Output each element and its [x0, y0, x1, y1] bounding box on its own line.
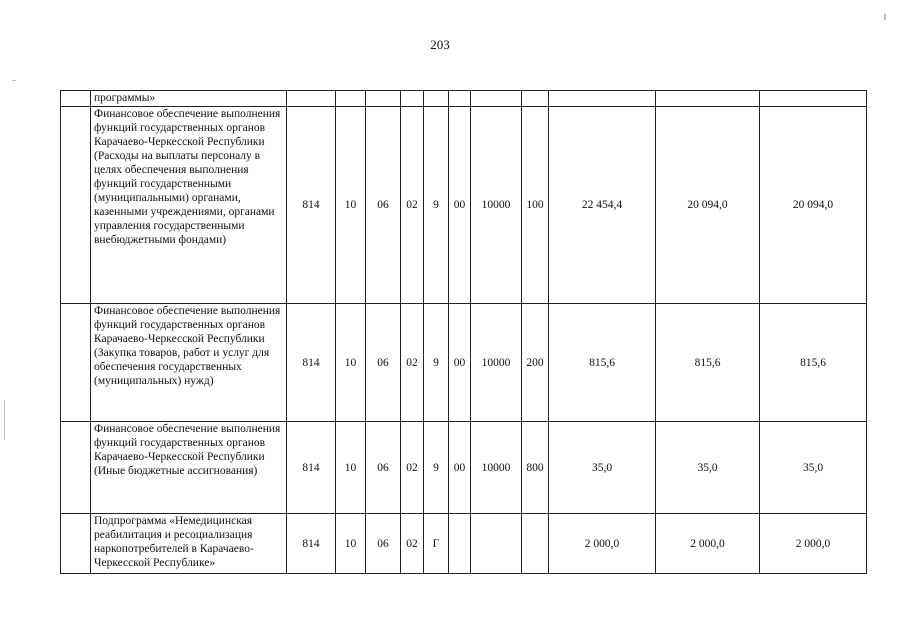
- amount-year3-cell: 35,0: [760, 422, 867, 514]
- row-name: Финансовое обеспечение выполнения функций государственных органов Карачаево-Черкесской Республики (Расходы на выплаты персоналу в целях обеспечения выполнения функций государственными (муниципальными) органами, казенными учреждениями, органами управления государственными внебюджетными фондами): [91, 107, 287, 304]
- scan-artifact: [12, 80, 16, 81]
- program-cell: 02: [401, 107, 424, 304]
- amount-year2-cell: 20 094,0: [656, 107, 760, 304]
- table-row: [61, 91, 867, 107]
- section-cell: 10: [336, 422, 366, 514]
- expense-type-cell: [522, 91, 549, 107]
- row-name: Финансовое обеспечение выполнения функций государственных органов Карачаево-Черкесской Республики (Иные бюджетные ассигнования): [91, 422, 287, 514]
- direction-cell: 10000: [471, 304, 522, 422]
- event-cell: 00: [449, 422, 471, 514]
- program-cell: 02: [401, 422, 424, 514]
- expense-type-cell: 800: [522, 422, 549, 514]
- amount-year2-cell: 35,0: [656, 422, 760, 514]
- program-cell: [401, 91, 424, 107]
- event-cell: 00: [449, 304, 471, 422]
- subsection-cell: [366, 91, 401, 107]
- subsection-cell: 06: [366, 107, 401, 304]
- expense-type-cell: 100: [522, 107, 549, 304]
- subprogram-cell: 9: [424, 107, 449, 304]
- amount-year1-cell: 815,6: [549, 304, 656, 422]
- amount-year3-cell: 815,6: [760, 304, 867, 422]
- empty-cell: [61, 514, 91, 574]
- amount-year1-cell: [549, 91, 656, 107]
- event-cell: [449, 514, 471, 574]
- expense-type-cell: 200: [522, 304, 549, 422]
- subsection-cell: 06: [366, 422, 401, 514]
- amount-year1-cell: 35,0: [549, 422, 656, 514]
- scan-artifact: [4, 400, 5, 440]
- empty-cell: [61, 107, 91, 304]
- empty-cell: [61, 422, 91, 514]
- budget-table: [60, 90, 867, 574]
- section-cell: 10: [336, 304, 366, 422]
- scan-artifact: [884, 14, 886, 20]
- table-row: [61, 514, 867, 574]
- amount-year2-cell: [656, 91, 760, 107]
- direction-cell: 10000: [471, 422, 522, 514]
- expense-type-cell: [522, 514, 549, 574]
- subprogram-cell: Г: [424, 514, 449, 574]
- amount-year1-cell: 22 454,4: [549, 107, 656, 304]
- amount-year3-cell: [760, 91, 867, 107]
- subprogram-cell: 9: [424, 304, 449, 422]
- program-cell: 02: [401, 304, 424, 422]
- event-cell: [449, 91, 471, 107]
- table-row: [61, 422, 867, 514]
- section-cell: 10: [336, 107, 366, 304]
- empty-cell: [61, 91, 91, 107]
- section-cell: 10: [336, 514, 366, 574]
- subprogram-cell: [424, 91, 449, 107]
- amount-year2-cell: 2 000,0: [656, 514, 760, 574]
- section-cell: [336, 91, 366, 107]
- subprogram-cell: 9: [424, 422, 449, 514]
- kbk-code-cell: [287, 91, 336, 107]
- program-cell: 02: [401, 514, 424, 574]
- table-row: [61, 107, 867, 304]
- amount-year1-cell: 2 000,0: [549, 514, 656, 574]
- row-name: программы»: [91, 91, 287, 107]
- table-row: [61, 304, 867, 422]
- page-number: 203: [430, 37, 450, 52]
- amount-year2-cell: 815,6: [656, 304, 760, 422]
- kbk-code-cell: 814: [287, 514, 336, 574]
- direction-cell: [471, 514, 522, 574]
- direction-cell: [471, 91, 522, 107]
- empty-cell: [61, 304, 91, 422]
- direction-cell: 10000: [471, 107, 522, 304]
- kbk-code-cell: 814: [287, 304, 336, 422]
- kbk-code-cell: 814: [287, 422, 336, 514]
- amount-year3-cell: 20 094,0: [760, 107, 867, 304]
- amount-year3-cell: 2 000,0: [760, 514, 867, 574]
- row-name: Подпрограмма «Немедицинская реабилитация и ресоциализация наркопотребителей в Карачаево-Черкесской Республике»: [91, 514, 287, 574]
- kbk-code-cell: 814: [287, 107, 336, 304]
- subsection-cell: 06: [366, 304, 401, 422]
- row-name: Финансовое обеспечение выполнения функций государственных органов Карачаево-Черкесской Республики (Закупка товаров, работ и услуг для обеспечения государственных (муниципальных) нужд): [91, 304, 287, 422]
- event-cell: 00: [449, 107, 471, 304]
- subsection-cell: 06: [366, 514, 401, 574]
